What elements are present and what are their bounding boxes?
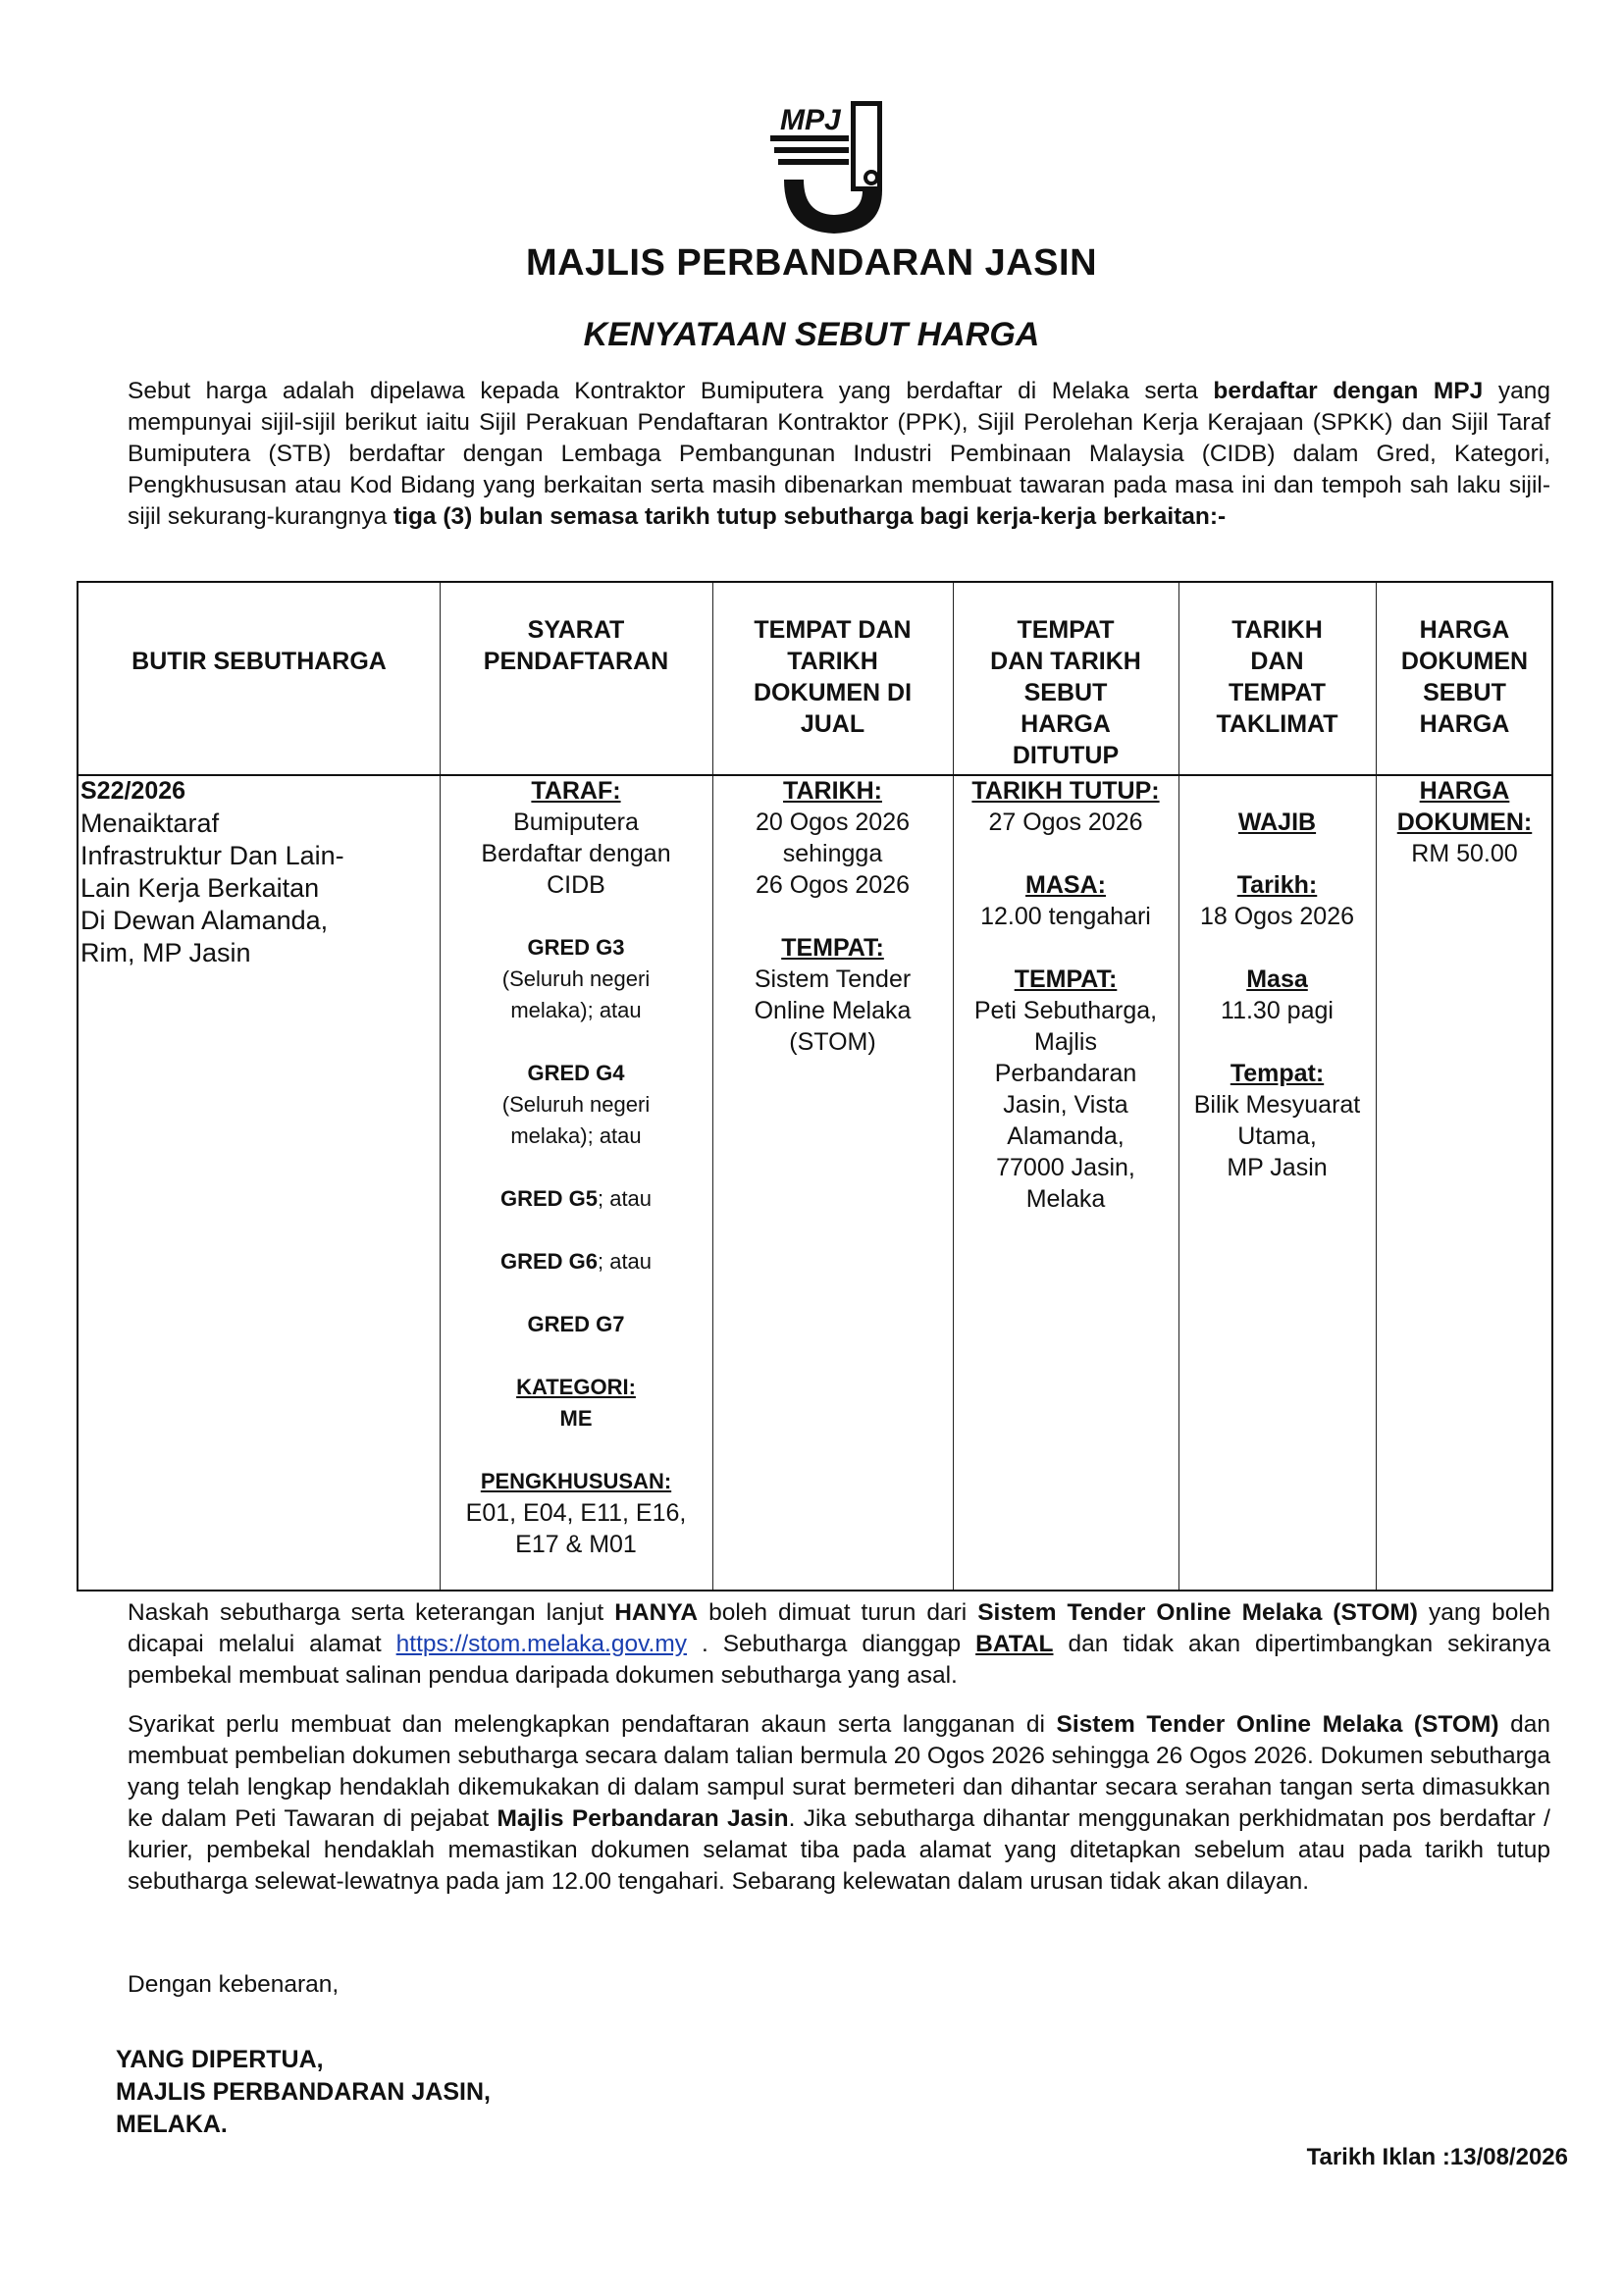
organization-title: MAJLIS PERBANDARAN JASIN bbox=[525, 242, 1098, 284]
quotation-table bbox=[77, 581, 1553, 1592]
svg-text:MPJ: MPJ bbox=[780, 104, 841, 136]
header-syarat: SYARAT PENDAFTARAN bbox=[483, 616, 669, 675]
header-butir: BUTIR SEBUTHARGA bbox=[131, 648, 387, 675]
closing-text: Dengan kebenaran, bbox=[128, 1971, 340, 1998]
cell-tempat-tutup: TARIKH TUTUP: 27 Ogos 2026 MASA: 12.00 tengahari TEMPAT: Peti Sebutharga, Majlis Perbandaran Jasin, Vista Alamanda, 77000 Jasin, Melaka bbox=[971, 777, 1160, 1213]
cell-harga: HARGA DOKUMEN: RM 50.00 bbox=[1396, 777, 1533, 867]
header-harga: HARGA DOKUMEN SEBUT HARGA bbox=[1400, 616, 1529, 738]
header-tempat-tutup: TEMPAT DAN TARIKH SEBUT HARGA DITUTUP bbox=[990, 616, 1141, 769]
header-taklimat: TARIKH DAN TEMPAT TAKLIMAT bbox=[1216, 616, 1338, 738]
registration-paragraph: Syarikat perlu membuat dan melengkapkan pendaftaran akaun serta langganan di Sistem Tender Online Melaka (STOM) dan membuat pembelian dokumen sebutharga secara dalam talian bermula 20 Ogos 2026 sehingga 26 Ogos 2026. Dokumen sebutharga yang telah lengkap hendaklah dikemukakan di dalam sampul surat bermeteri dan dihantar secara serahan tangan serta dimasukkan ke dalam Peti Tawaran di pejabat Majlis Perbandaran Jasin. Jika sebutharga dihantar menggunakan perkhidmatan pos berdaftar / kurier, pembekal hendaklah memastikan dokumen selamat tiba pada alamat yang ditetapkan sebelum atau pada tarikh tutup sebutharga selewat-lewatnya pada jam 12.00 tengahari. Sebarang kelewatan dalam urusan tidak akan dilayan. bbox=[128, 1711, 1551, 1895]
cell-syarat: TARAF: Bumiputera Berdaftar dengan CIDB GRED G3 (Seluruh negeri melaka); atau GRED G4 (Seluruh negeri melaka); atau GRED G5; atau GRED G6; atau GRED G7 KATEGORI: ME PENGKHUSUSAN: E01, E04, E11, E16, E17 & M01 bbox=[465, 777, 687, 1558]
document-title: KENYATAAN SEBUT HARGA bbox=[583, 316, 1040, 353]
signature-block: YANG DIPERTUA, MAJLIS PERBANDARAN JASIN, MELAKA. bbox=[116, 2046, 491, 2138]
header-tempat-jual: TEMPAT DAN TARIKH DOKUMEN DI JUAL bbox=[753, 616, 913, 738]
stom-link[interactable]: https://stom.melaka.gov.my bbox=[395, 1631, 688, 1657]
cell-taklimat: WAJIB Tarikh: 18 Ogos 2026 Masa 11.30 pagi Tempat: Bilik Mesyuarat Utama, MP Jasin bbox=[1193, 809, 1361, 1181]
cell-butir: S22/2026 Menaiktaraf Infrastruktur Dan Lain- Lain Kerja Berkaitan Di Dewan Alamanda, Rim, MP Jasin bbox=[80, 777, 344, 967]
download-paragraph: Naskah sebutharga serta keterangan lanjut HANYA boleh dimuat turun dari Sistem Tender Online Melaka (STOM) yang boleh dicapai melalui alamat https://stom.melaka.gov.my . Sebutharga dianggap BATAL dan tidak akan dipertimbangkan sekiranya pembekal membuat salinan pendua daripada dokumen sebutharga yang asal. bbox=[128, 1599, 1551, 1689]
ad-date: Tarikh Iklan :13/08/2026 bbox=[1306, 2144, 1568, 2170]
intro-paragraph: Sebut harga adalah dipelawa kepada Kontraktor Bumiputera yang berdaftar di Melaka serta berdaftar dengan MPJ yang mempunyai sijil-sijil berikut iaitu Sijil Perakuan Pendaftaran Kontraktor (PPK), Sijil Perolehan Kerja Kerajaan (SPKK) dan Sijil Taraf Bumiputera (STB) berdaftar dengan Lembaga Pembangunan Industri Pembinaan Malaysia (CIDB) dalam Gred, Kategori, Pengkhususan atau Kod Bidang yang berkaitan serta masih dibenarkan membuat tawaran pada masa ini dan tempoh sah laku sijil-sijil sekurang-kurangnya tiga (3) bulan semasa tarikh tutup sebutharga bagi kerja-kerja berkaitan:- bbox=[128, 378, 1550, 530]
mpj-logo bbox=[760, 96, 908, 243]
cell-tempat-jual: TARIKH: 20 Ogos 2026 sehingga 26 Ogos 2026 TEMPAT: Sistem Tender Online Melaka (STOM) bbox=[754, 777, 912, 1056]
